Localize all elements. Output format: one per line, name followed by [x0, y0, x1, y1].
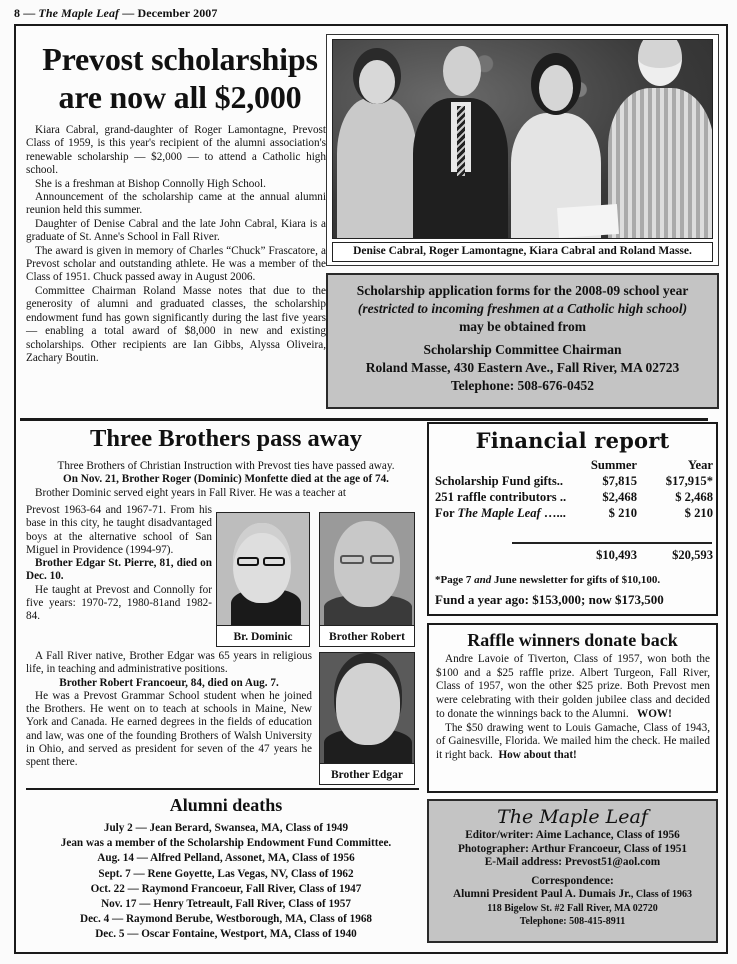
portrait-dominic — [216, 512, 310, 647]
masthead-title: The Maple Leaf — [497, 806, 648, 828]
table-row: 251 raffle contributors .. $2,468 $ 2,468 — [435, 490, 713, 504]
raffle-headline: Raffle winners donate back — [467, 630, 678, 650]
dominic-heading: On Nov. 21, Brother Roger (Dominic) Monfette died at the age of 74. — [63, 473, 389, 486]
financial-table — [435, 457, 715, 521]
paragraph: Announcement of the scholarship came at the annual alumni reunion held this summer. — [26, 191, 326, 217]
list-item: Nov. 17 — Henry Tetreault, Fall River, Class of 1957 — [101, 898, 351, 911]
list-item: July 2 — Jean Berard, Swansea, MA, Class of 1949 — [103, 822, 349, 834]
table-header: Summer Year — [590, 458, 713, 472]
list-item: Oct. 22 — Raymond Francoeur, Fall River, Class of 1947 — [90, 882, 362, 895]
portrait-robert — [319, 512, 415, 647]
fund-balance: Fund a year ago: $153,000; now $173,500 — [435, 592, 664, 607]
publication-name: The Maple Leaf — [38, 6, 120, 20]
raffle-body: Andre Lavoie of Tiverton, Class of 1957, won both the $100 and a $25 raffle prize. Albert Turgeon, Fall River, Class of 1957, won the other $25 prize. Both Prevost men were celebrating with their golden jubilee class and decided to donate the winnings back to the Alumni. WOW! The $50 drawing went to Louis Gamache, Class of 1943, of Gainesville, Florida. We mailed him the check. He mailed it right back. How about that! — [436, 653, 710, 761]
table-row: Scholarship Fund gifts.. $7,815 $17,915* — [435, 474, 713, 488]
list-item: Dec. 5 — Oscar Fontaine, Westport, MA, Class of 1940 — [95, 928, 357, 941]
alumni-deaths-list — [26, 821, 426, 943]
brothers-headline: Three Brothers pass away — [89, 425, 362, 452]
list-item: Jean was a member of the Scholarship Endowment Fund Committee. — [60, 837, 392, 850]
robert-heading: Brother Robert Francoeur, 84, died on Aug. 7. — [59, 676, 279, 689]
portrait-photo — [320, 653, 414, 764]
portrait-edgar — [319, 652, 415, 785]
portrait-photo — [320, 513, 414, 626]
application-notice-box: Scholarship application forms for the 2008-09 school year (restricted to incoming freshmen at a Catholic high school) may be obtained from Scholarship Committee Chairman Roland Masse, 430 Eastern Ave., Fall River, MA 02723 Telephone: 508-676-0452 — [326, 273, 719, 409]
paragraph: She is a freshman at Bishop Connolly High School. — [35, 177, 266, 190]
section-divider — [26, 788, 419, 790]
person-denise — [337, 98, 417, 238]
table-row: For The Maple Leaf …... $ 210 $ 210 — [435, 506, 713, 520]
portrait-photo — [217, 513, 309, 626]
portrait-caption: Brother Edgar — [330, 769, 404, 781]
issue-date: December 2007 — [137, 6, 218, 20]
scholarship-headline: Prevost scholarships are now all $2,000 — [42, 41, 318, 115]
list-item: Aug. 14 — Alfred Pelland, Assonet, MA, Class of 1956 — [97, 852, 355, 865]
photographer-credit: Photographer: Arthur Francoeur, Class of 1951 — [457, 842, 688, 855]
portrait-caption: Br. Dominic — [233, 631, 293, 643]
portrait-caption: Brother Robert — [329, 631, 405, 643]
president-telephone: Telephone: 508-415-8911 — [519, 915, 626, 927]
alumni-deaths-title: Alumni deaths — [169, 795, 283, 815]
masthead-box — [427, 799, 718, 943]
brothers-left-column: Prevost 1963-64 and 1967-71. From his base in this city, he taught disadvantaged boys at the alternative school of San Miguel in Providence (1994-97). Brother Edgar St. Pierre, 81, died on Dec. 10. He taught at Prevost and Connolly for five years: 1970-72, 1980-81and 1982-84. — [26, 504, 212, 623]
paragraph: The award is given in memory of Charles “Chuck” Frascatore, a Prevost scholar and outstanding athlete. He was a member of the Class of 1951. Chuck passed away in August 2006. — [26, 244, 326, 284]
chairman-telephone: Telephone: 508-676-0452 — [450, 378, 595, 393]
financial-footnote: *Page 7 and June newsletter for gifts of $10,100. — [435, 574, 661, 586]
list-item: Dec. 4 — Raymond Berube, Westborough, MA, Class of 1968 — [79, 913, 373, 926]
financial-report-box — [427, 422, 718, 616]
page-frame — [14, 24, 728, 954]
financial-totals — [435, 547, 715, 563]
mailing-address: 118 Bigelow St. #2 Fall River, MA 02720 — [487, 902, 658, 914]
correspondence-label: Correspondence: — [531, 874, 614, 887]
person-roland — [608, 88, 713, 238]
table-row-total: $10,493 $20,593 — [596, 548, 713, 562]
section-divider — [20, 418, 708, 421]
alumni-president: Alumni President Paul A. Dumais Jr., Class of 1963 — [452, 888, 693, 900]
raffle-article-box — [427, 623, 718, 793]
brothers-bottom-column: A Fall River native, Brother Edgar was 65 years in religious life, in teaching and administrative positions. Brother Robert Francoeur, 84, died on Aug. 7. He was a Prevost Grammar School student when he joined the Brothers. He went on to teach at schools in Maine, New York and Canada. He earned degrees in the fields of education and law, was one of the founding Brothers of Walsh University in Ohio, and served as president for seven of the 47 years he spent there. — [26, 650, 312, 769]
group-photo-box — [326, 34, 719, 266]
scholarship-check — [557, 204, 619, 238]
edgar-heading: Brother Edgar St. Pierre, 81, died on Dec. 10. — [26, 557, 212, 583]
paragraph: Kiara Cabral, grand-daughter of Roger Lamontagne, Prevost Class of 1959, is this year's recipient of the alumni association's renewable scholarship — $2,000 — to attend a Catholic high school. — [26, 124, 326, 177]
total-rule — [512, 542, 712, 544]
editor-credit: Editor/writer: Aime Lachance, Class of 1956 — [465, 829, 680, 841]
financial-report-title: Financial report — [475, 428, 670, 453]
scholarship-article-body — [26, 124, 326, 365]
paragraph: Committee Chairman Roland Masse notes that due to the generosity of alumni and graduated classes, the scholarship endowment fund has gown significantly during the last five years — enabling a total award of $8,000 in new and existing scholarships. Other recipients are Ian Gibbs, Alyssa Oliveira, Zachary Boutin. — [26, 284, 326, 364]
photo-caption: Denise Cabral, Roger Lamontagne, Kiara Cabral and Roland Masse. — [332, 242, 713, 262]
email-address: E-Mail address: Prevost51@aol.com — [484, 856, 661, 868]
page-number: 8 — [14, 6, 21, 20]
paragraph: Daughter of Denise Cabral and the late John Cabral, Kiara is a graduate of St. Anne's School in Fall River. — [26, 217, 326, 244]
person-roger — [413, 98, 508, 238]
running-head: 8 — The Maple Leaf — December 2007 — [14, 6, 218, 20]
brothers-intro: Three Brothers of Christian Instruction with Prevost ties have passed away. On Nov. 21, Brother Roger (Dominic) Monfette died at the age of 74. Brother Dominic served eight years in Fall River. He was a teacher at — [26, 460, 426, 500]
list-item: Sept. 7 — Rene Goyette, Las Vegas, NV, Class of 1962 — [98, 867, 354, 880]
group-photo — [332, 39, 713, 239]
chairman-address: Roland Masse, 430 Eastern Ave., Fall River, MA 02723 — [365, 360, 680, 375]
